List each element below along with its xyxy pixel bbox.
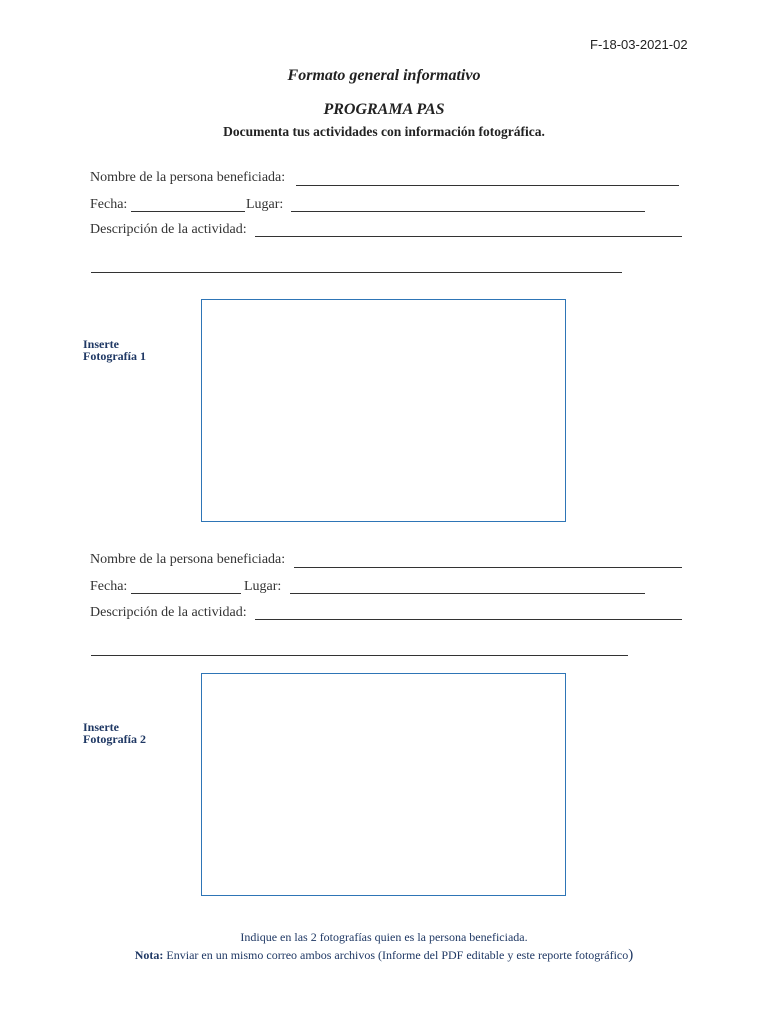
description-label: Descripción de la actividad: xyxy=(90,222,247,237)
photo-2-box[interactable] xyxy=(201,673,566,896)
name-field[interactable] xyxy=(296,185,679,186)
date-field[interactable] xyxy=(131,593,241,594)
footer-instruction: Indique en las 2 fotografías quien es la persona beneficiada. xyxy=(240,930,528,944)
photo-2-label-line1: Inserte xyxy=(83,720,119,734)
date-field[interactable] xyxy=(131,211,245,212)
form-code: F-18-03-2021-02 xyxy=(590,37,688,52)
photo-2-label xyxy=(83,721,146,745)
date-label: Fecha: xyxy=(90,197,128,212)
description-field-continued[interactable] xyxy=(91,272,622,273)
name-label: Nombre de la persona beneficiada: xyxy=(90,170,286,185)
note-text: Enviar en un mismo correo ambos archivos (Informe del PDF editable y este reporte fotográfico xyxy=(166,948,629,962)
date-label: Fecha: xyxy=(90,579,128,594)
document-title: Formato general informativo xyxy=(287,67,481,84)
photo-1-box[interactable] xyxy=(201,299,566,522)
description-field[interactable] xyxy=(255,619,682,620)
program-title: PROGRAMA PAS xyxy=(323,101,445,118)
photo-2-label-line2: Fotografía 2 xyxy=(83,732,146,746)
footer-note xyxy=(0,947,768,964)
name-field[interactable] xyxy=(294,567,682,568)
photo-1-label xyxy=(83,338,146,362)
photo-1-label-line1: Inserte xyxy=(83,337,119,351)
name-label: Nombre de la persona beneficiada: xyxy=(90,552,286,567)
description-field[interactable] xyxy=(255,236,682,237)
note-label: Nota: xyxy=(134,948,164,962)
place-label: Lugar: xyxy=(246,197,284,212)
description-label: Descripción de la actividad: xyxy=(90,605,247,620)
place-field[interactable] xyxy=(290,593,645,594)
photo-1-label-line2: Fotografía 1 xyxy=(83,349,146,363)
document-subtitle: Documenta tus actividades con información fotográfica. xyxy=(223,124,545,139)
place-label: Lugar: xyxy=(244,579,282,594)
place-field[interactable] xyxy=(291,211,645,212)
note-close-paren: ) xyxy=(628,947,634,963)
description-field-continued[interactable] xyxy=(91,655,628,656)
